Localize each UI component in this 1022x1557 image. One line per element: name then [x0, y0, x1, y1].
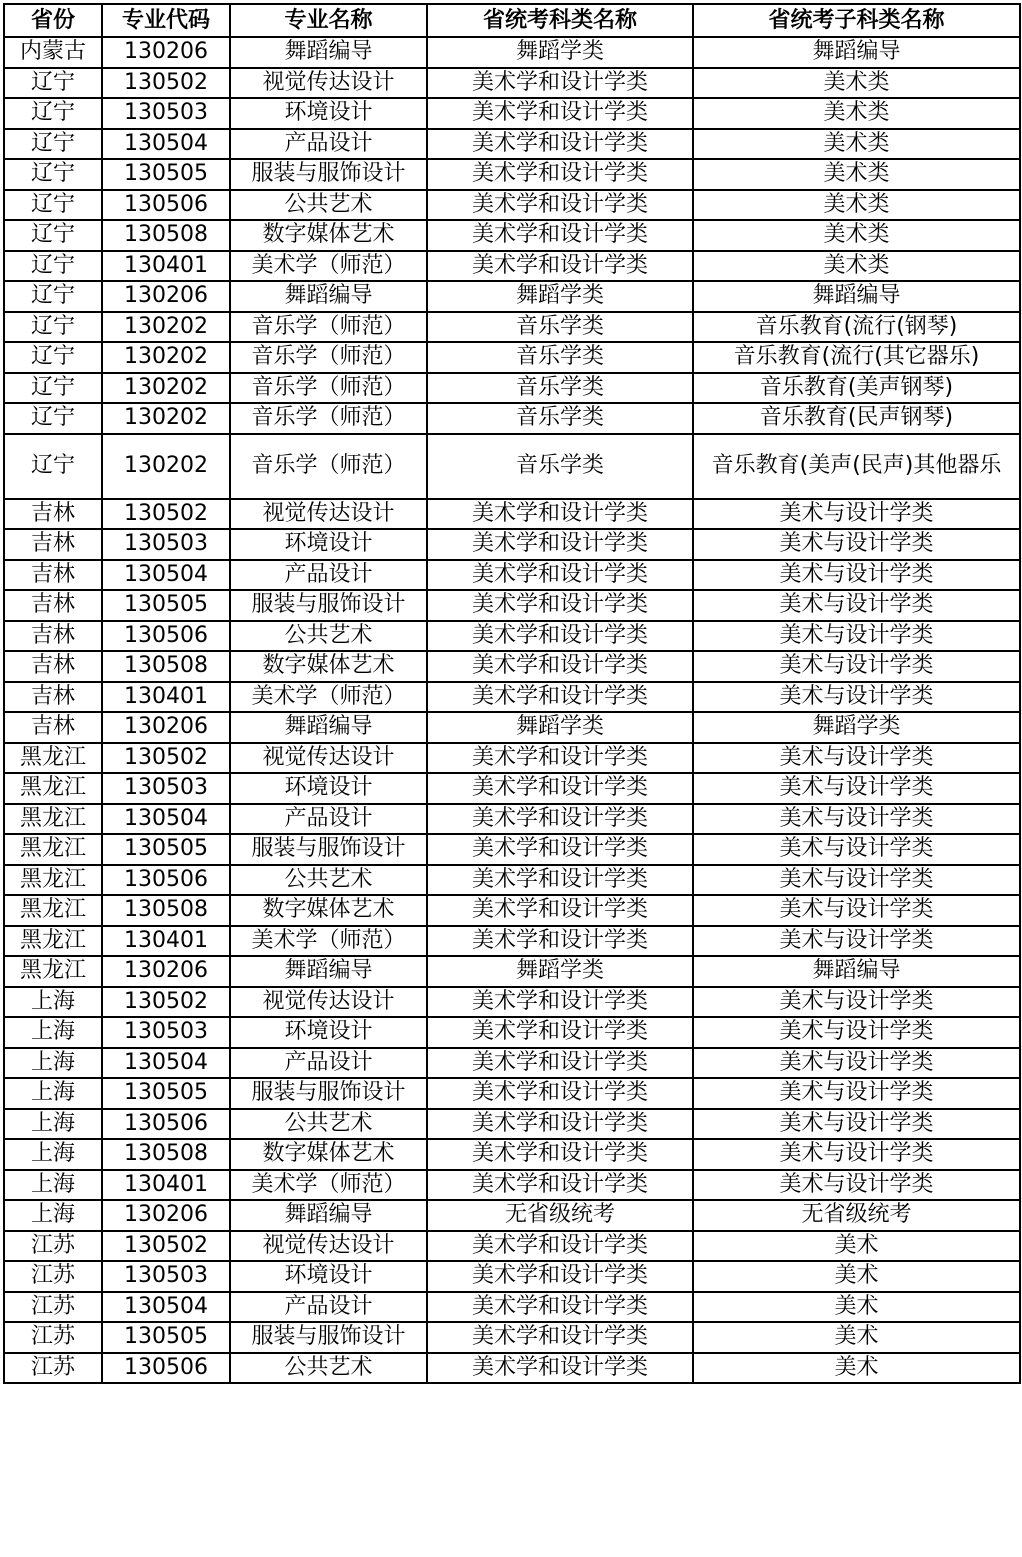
cell-province: 上海 — [4, 1017, 102, 1048]
cell-province: 吉林 — [4, 499, 102, 530]
cell-major-name: 公共艺术 — [230, 1353, 427, 1384]
cell-major-name: 视觉传达设计 — [230, 743, 427, 774]
cell-major-code: 130506 — [102, 190, 230, 221]
cell-exam-subcategory: 美术与设计学类 — [693, 1048, 1020, 1079]
cell-exam-category: 美术学和设计学类 — [427, 1048, 693, 1079]
cell-exam-category: 无省级统考 — [427, 1200, 693, 1231]
table-row — [4, 129, 1020, 160]
cell-exam-subcategory: 美术与设计学类 — [693, 1139, 1020, 1170]
cell-province: 黑龙江 — [4, 834, 102, 865]
cell-major-name: 产品设计 — [230, 804, 427, 835]
cell-major-name: 视觉传达设计 — [230, 499, 427, 530]
cell-province: 江苏 — [4, 1231, 102, 1262]
cell-major-name: 视觉传达设计 — [230, 68, 427, 99]
cell-exam-subcategory: 美术 — [693, 1231, 1020, 1262]
cell-province: 内蒙古 — [4, 37, 102, 68]
cell-major-code: 130502 — [102, 1231, 230, 1262]
cell-exam-subcategory: 舞蹈编导 — [693, 956, 1020, 987]
table-row — [4, 865, 1020, 896]
cell-exam-subcategory: 美术 — [693, 1353, 1020, 1384]
cell-major-name: 服装与服饰设计 — [230, 1322, 427, 1353]
cell-exam-category: 美术学和设计学类 — [427, 1322, 693, 1353]
table-row — [4, 621, 1020, 652]
cell-exam-subcategory: 美术类 — [693, 159, 1020, 190]
cell-major-name: 环境设计 — [230, 1261, 427, 1292]
cell-province: 上海 — [4, 1078, 102, 1109]
cell-exam-category: 美术学和设计学类 — [427, 1139, 693, 1170]
cell-major-code: 130505 — [102, 159, 230, 190]
cell-exam-category: 美术学和设计学类 — [427, 190, 693, 221]
cell-exam-category: 美术学和设计学类 — [427, 1353, 693, 1384]
table-row — [4, 342, 1020, 373]
cell-province: 辽宁 — [4, 342, 102, 373]
cell-major-code: 130502 — [102, 68, 230, 99]
cell-major-code: 130505 — [102, 1078, 230, 1109]
cell-major-code: 130202 — [102, 403, 230, 434]
cell-exam-category: 美术学和设计学类 — [427, 220, 693, 251]
cell-exam-category: 美术学和设计学类 — [427, 129, 693, 160]
cell-province: 吉林 — [4, 560, 102, 591]
cell-exam-category: 美术学和设计学类 — [427, 987, 693, 1018]
table-row — [4, 1017, 1020, 1048]
cell-major-name: 服装与服饰设计 — [230, 590, 427, 621]
table-row — [4, 1109, 1020, 1140]
cell-province: 黑龙江 — [4, 895, 102, 926]
header-exam-category: 省统考科类名称 — [427, 4, 693, 37]
cell-province: 上海 — [4, 1170, 102, 1201]
cell-major-code: 130502 — [102, 499, 230, 530]
cell-exam-subcategory: 美术 — [693, 1261, 1020, 1292]
cell-major-code: 130506 — [102, 1353, 230, 1384]
cell-province: 吉林 — [4, 621, 102, 652]
cell-major-name: 公共艺术 — [230, 621, 427, 652]
table-row — [4, 956, 1020, 987]
cell-major-code: 130206 — [102, 37, 230, 68]
cell-major-name: 数字媒体艺术 — [230, 651, 427, 682]
cell-major-code: 130401 — [102, 926, 230, 957]
cell-major-name: 产品设计 — [230, 129, 427, 160]
cell-province: 江苏 — [4, 1261, 102, 1292]
cell-major-code: 130202 — [102, 342, 230, 373]
cell-major-code: 130503 — [102, 1017, 230, 1048]
cell-exam-subcategory: 美术与设计学类 — [693, 743, 1020, 774]
cell-major-name: 服装与服饰设计 — [230, 834, 427, 865]
cell-major-name: 产品设计 — [230, 1048, 427, 1079]
cell-major-code: 130504 — [102, 129, 230, 160]
cell-exam-subcategory: 音乐教育(流行(钢琴) — [693, 312, 1020, 343]
cell-province: 黑龙江 — [4, 926, 102, 957]
cell-major-name: 音乐学（师范） — [230, 312, 427, 343]
table-row — [4, 1292, 1020, 1323]
cell-major-code: 130503 — [102, 98, 230, 129]
cell-exam-subcategory: 美术与设计学类 — [693, 987, 1020, 1018]
cell-major-code: 130503 — [102, 773, 230, 804]
cell-province: 上海 — [4, 987, 102, 1018]
cell-exam-category: 美术学和设计学类 — [427, 159, 693, 190]
cell-province: 上海 — [4, 1048, 102, 1079]
cell-province: 吉林 — [4, 651, 102, 682]
cell-exam-category: 美术学和设计学类 — [427, 834, 693, 865]
cell-major-code: 130506 — [102, 1109, 230, 1140]
table-row — [4, 1231, 1020, 1262]
table-row — [4, 1078, 1020, 1109]
cell-major-code: 130504 — [102, 1048, 230, 1079]
cell-major-code: 130504 — [102, 560, 230, 591]
cell-major-code: 130504 — [102, 1292, 230, 1323]
cell-exam-subcategory: 美术与设计学类 — [693, 1170, 1020, 1201]
cell-major-name: 公共艺术 — [230, 190, 427, 221]
cell-exam-subcategory: 美术类 — [693, 190, 1020, 221]
cell-major-name: 美术学（师范） — [230, 251, 427, 282]
cell-exam-category: 美术学和设计学类 — [427, 926, 693, 957]
table-row — [4, 281, 1020, 312]
cell-province: 辽宁 — [4, 281, 102, 312]
cell-major-code: 130202 — [102, 312, 230, 343]
cell-major-code: 130206 — [102, 956, 230, 987]
cell-exam-category: 舞蹈学类 — [427, 712, 693, 743]
header-exam-subcategory: 省统考子科类名称 — [693, 4, 1020, 37]
table-row — [4, 1048, 1020, 1079]
cell-major-code: 130202 — [102, 373, 230, 404]
cell-major-name: 公共艺术 — [230, 865, 427, 896]
cell-exam-subcategory: 美术与设计学类 — [693, 926, 1020, 957]
cell-province: 黑龙江 — [4, 773, 102, 804]
table-row — [4, 159, 1020, 190]
admissions-table — [3, 3, 1021, 1384]
cell-major-name: 环境设计 — [230, 98, 427, 129]
cell-exam-subcategory: 舞蹈编导 — [693, 37, 1020, 68]
cell-exam-subcategory: 音乐教育(流行(其它器乐) — [693, 342, 1020, 373]
cell-province: 辽宁 — [4, 68, 102, 99]
table-row — [4, 773, 1020, 804]
cell-major-code: 130506 — [102, 865, 230, 896]
cell-province: 黑龙江 — [4, 865, 102, 896]
cell-province: 辽宁 — [4, 251, 102, 282]
cell-major-name: 美术学（师范） — [230, 682, 427, 713]
table-row — [4, 560, 1020, 591]
cell-province: 黑龙江 — [4, 804, 102, 835]
table-row — [4, 1170, 1020, 1201]
cell-exam-subcategory: 美术与设计学类 — [693, 529, 1020, 560]
cell-exam-category: 美术学和设计学类 — [427, 682, 693, 713]
cell-exam-category: 音乐学类 — [427, 312, 693, 343]
table-row — [4, 804, 1020, 835]
cell-major-name: 舞蹈编导 — [230, 281, 427, 312]
table-row — [4, 499, 1020, 530]
cell-major-code: 130505 — [102, 834, 230, 865]
table-row — [4, 529, 1020, 560]
cell-major-name: 舞蹈编导 — [230, 712, 427, 743]
table-row — [4, 926, 1020, 957]
cell-exam-subcategory: 舞蹈编导 — [693, 281, 1020, 312]
cell-major-name: 环境设计 — [230, 1017, 427, 1048]
cell-exam-subcategory: 音乐教育(美声钢琴) — [693, 373, 1020, 404]
cell-province: 江苏 — [4, 1353, 102, 1384]
cell-exam-category: 美术学和设计学类 — [427, 499, 693, 530]
header-row — [4, 4, 1020, 37]
cell-major-name: 视觉传达设计 — [230, 1231, 427, 1262]
cell-exam-category: 音乐学类 — [427, 342, 693, 373]
cell-major-name: 产品设计 — [230, 1292, 427, 1323]
cell-major-name: 音乐学（师范） — [230, 434, 427, 499]
table-row — [4, 895, 1020, 926]
table-row — [4, 251, 1020, 282]
header-province: 省份 — [4, 4, 102, 37]
cell-major-name: 数字媒体艺术 — [230, 895, 427, 926]
cell-province: 辽宁 — [4, 98, 102, 129]
cell-exam-subcategory: 美术与设计学类 — [693, 1109, 1020, 1140]
cell-major-name: 环境设计 — [230, 529, 427, 560]
header-major-name: 专业名称 — [230, 4, 427, 37]
cell-province: 辽宁 — [4, 312, 102, 343]
cell-major-code: 130506 — [102, 621, 230, 652]
table-body — [4, 37, 1020, 1383]
cell-exam-category: 美术学和设计学类 — [427, 1109, 693, 1140]
cell-exam-subcategory: 美术与设计学类 — [693, 621, 1020, 652]
cell-province: 辽宁 — [4, 403, 102, 434]
table-row — [4, 590, 1020, 621]
cell-major-name: 舞蹈编导 — [230, 1200, 427, 1231]
table-row — [4, 1200, 1020, 1231]
cell-major-code: 130508 — [102, 651, 230, 682]
cell-exam-category: 美术学和设计学类 — [427, 651, 693, 682]
cell-exam-subcategory: 美术与设计学类 — [693, 651, 1020, 682]
cell-major-name: 产品设计 — [230, 560, 427, 591]
table-row — [4, 1322, 1020, 1353]
cell-major-code: 130502 — [102, 987, 230, 1018]
cell-major-name: 数字媒体艺术 — [230, 1139, 427, 1170]
table-row — [4, 651, 1020, 682]
cell-major-name: 数字媒体艺术 — [230, 220, 427, 251]
cell-exam-subcategory: 音乐教育(民声钢琴) — [693, 403, 1020, 434]
cell-province: 吉林 — [4, 682, 102, 713]
cell-major-name: 公共艺术 — [230, 1109, 427, 1140]
table-row — [4, 312, 1020, 343]
table-row — [4, 434, 1020, 499]
cell-province: 辽宁 — [4, 220, 102, 251]
cell-exam-category: 美术学和设计学类 — [427, 251, 693, 282]
table-row — [4, 373, 1020, 404]
cell-exam-subcategory: 无省级统考 — [693, 1200, 1020, 1231]
cell-province: 江苏 — [4, 1322, 102, 1353]
table-row — [4, 1353, 1020, 1384]
cell-exam-subcategory: 美术类 — [693, 129, 1020, 160]
cell-major-name: 舞蹈编导 — [230, 956, 427, 987]
cell-major-name: 视觉传达设计 — [230, 987, 427, 1018]
table-row — [4, 1261, 1020, 1292]
cell-exam-category: 舞蹈学类 — [427, 956, 693, 987]
cell-province: 辽宁 — [4, 373, 102, 404]
cell-exam-subcategory: 美术类 — [693, 220, 1020, 251]
cell-exam-category: 美术学和设计学类 — [427, 1017, 693, 1048]
cell-major-code: 130505 — [102, 590, 230, 621]
table-row — [4, 834, 1020, 865]
cell-major-name: 舞蹈编导 — [230, 37, 427, 68]
cell-exam-subcategory: 美术类 — [693, 68, 1020, 99]
cell-major-name: 服装与服饰设计 — [230, 1078, 427, 1109]
cell-province: 吉林 — [4, 590, 102, 621]
table-row — [4, 190, 1020, 221]
cell-province: 上海 — [4, 1200, 102, 1231]
table-row — [4, 712, 1020, 743]
cell-exam-category: 美术学和设计学类 — [427, 1231, 693, 1262]
cell-exam-category: 音乐学类 — [427, 373, 693, 404]
cell-major-name: 音乐学（师范） — [230, 373, 427, 404]
cell-province: 黑龙江 — [4, 956, 102, 987]
table-row — [4, 682, 1020, 713]
cell-province: 江苏 — [4, 1292, 102, 1323]
cell-province: 辽宁 — [4, 129, 102, 160]
cell-exam-category: 美术学和设计学类 — [427, 743, 693, 774]
cell-major-code: 130401 — [102, 251, 230, 282]
cell-province: 上海 — [4, 1109, 102, 1140]
cell-major-code: 130505 — [102, 1322, 230, 1353]
cell-province: 上海 — [4, 1139, 102, 1170]
cell-exam-subcategory: 舞蹈学类 — [693, 712, 1020, 743]
cell-exam-subcategory: 美术与设计学类 — [693, 865, 1020, 896]
cell-major-code: 130508 — [102, 1139, 230, 1170]
cell-exam-subcategory: 美术与设计学类 — [693, 1017, 1020, 1048]
cell-major-name: 美术学（师范） — [230, 926, 427, 957]
cell-exam-category: 美术学和设计学类 — [427, 590, 693, 621]
cell-exam-category: 美术学和设计学类 — [427, 773, 693, 804]
cell-exam-subcategory: 美术 — [693, 1292, 1020, 1323]
cell-major-name: 美术学（师范） — [230, 1170, 427, 1201]
table-row — [4, 98, 1020, 129]
cell-exam-category: 美术学和设计学类 — [427, 804, 693, 835]
cell-major-code: 130206 — [102, 281, 230, 312]
cell-province: 辽宁 — [4, 159, 102, 190]
cell-exam-category: 舞蹈学类 — [427, 281, 693, 312]
table-row — [4, 1139, 1020, 1170]
cell-major-name: 音乐学（师范） — [230, 342, 427, 373]
cell-exam-category: 美术学和设计学类 — [427, 621, 693, 652]
cell-province: 辽宁 — [4, 190, 102, 221]
cell-exam-subcategory: 美术与设计学类 — [693, 895, 1020, 926]
cell-exam-category: 舞蹈学类 — [427, 37, 693, 68]
cell-major-code: 130202 — [102, 434, 230, 499]
cell-exam-category: 美术学和设计学类 — [427, 98, 693, 129]
cell-exam-category: 美术学和设计学类 — [427, 895, 693, 926]
table-row — [4, 68, 1020, 99]
header-major-code: 专业代码 — [102, 4, 230, 37]
cell-exam-category: 音乐学类 — [427, 403, 693, 434]
cell-major-name: 音乐学（师范） — [230, 403, 427, 434]
cell-major-name: 环境设计 — [230, 773, 427, 804]
cell-exam-subcategory: 美术与设计学类 — [693, 499, 1020, 530]
cell-exam-subcategory: 美术类 — [693, 251, 1020, 282]
cell-exam-subcategory: 美术与设计学类 — [693, 773, 1020, 804]
cell-major-name: 服装与服饰设计 — [230, 159, 427, 190]
cell-province: 黑龙江 — [4, 743, 102, 774]
cell-exam-subcategory: 音乐教育(美声(民声)其他器乐 — [693, 434, 1020, 499]
cell-major-code: 130508 — [102, 220, 230, 251]
table-row — [4, 37, 1020, 68]
cell-province: 辽宁 — [4, 434, 102, 499]
cell-exam-subcategory: 美术 — [693, 1322, 1020, 1353]
cell-major-code: 130206 — [102, 1200, 230, 1231]
cell-exam-category: 美术学和设计学类 — [427, 529, 693, 560]
cell-exam-category: 美术学和设计学类 — [427, 68, 693, 99]
table-row — [4, 743, 1020, 774]
cell-exam-subcategory: 美术类 — [693, 98, 1020, 129]
cell-major-code: 130503 — [102, 529, 230, 560]
cell-exam-category: 美术学和设计学类 — [427, 560, 693, 591]
cell-exam-category: 美术学和设计学类 — [427, 1170, 693, 1201]
cell-exam-subcategory: 美术与设计学类 — [693, 590, 1020, 621]
cell-major-code: 130502 — [102, 743, 230, 774]
cell-major-code: 130508 — [102, 895, 230, 926]
cell-exam-category: 美术学和设计学类 — [427, 1292, 693, 1323]
table-row — [4, 220, 1020, 251]
cell-province: 吉林 — [4, 712, 102, 743]
table-row — [4, 403, 1020, 434]
cell-major-code: 130401 — [102, 1170, 230, 1201]
cell-major-code: 130503 — [102, 1261, 230, 1292]
cell-exam-subcategory: 美术与设计学类 — [693, 1078, 1020, 1109]
table-row — [4, 987, 1020, 1018]
cell-exam-category: 美术学和设计学类 — [427, 1261, 693, 1292]
cell-major-code: 130401 — [102, 682, 230, 713]
cell-province: 吉林 — [4, 529, 102, 560]
cell-exam-subcategory: 美术与设计学类 — [693, 560, 1020, 591]
cell-exam-subcategory: 美术与设计学类 — [693, 682, 1020, 713]
cell-exam-category: 美术学和设计学类 — [427, 1078, 693, 1109]
cell-exam-category: 音乐学类 — [427, 434, 693, 499]
cell-exam-subcategory: 美术与设计学类 — [693, 834, 1020, 865]
cell-exam-subcategory: 美术与设计学类 — [693, 804, 1020, 835]
cell-exam-category: 美术学和设计学类 — [427, 865, 693, 896]
cell-major-code: 130504 — [102, 804, 230, 835]
cell-major-code: 130206 — [102, 712, 230, 743]
